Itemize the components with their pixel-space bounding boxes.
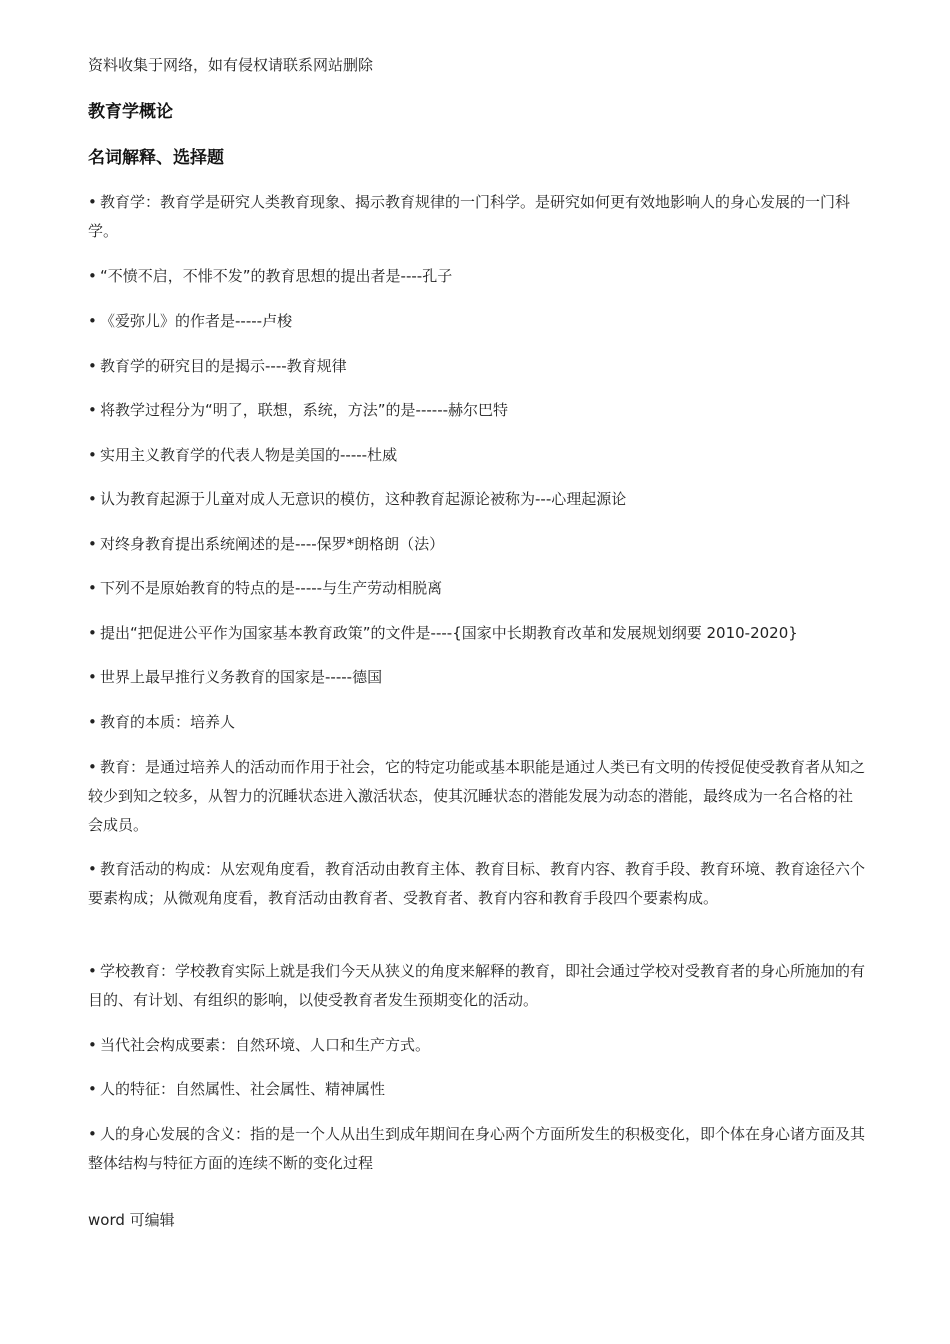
bullet-icon: • xyxy=(88,357,97,375)
list-item xyxy=(88,262,866,291)
bullet-icon: • xyxy=(88,624,97,642)
list-item xyxy=(88,1120,866,1178)
list-item-text: 认为教育起源于儿童对成人无意识的模仿，这种教育起源论被称为---心理起源论 xyxy=(100,490,627,508)
list-item xyxy=(88,855,866,913)
footer-note: word 可编辑 xyxy=(88,1211,175,1229)
bullet-icon: • xyxy=(88,267,97,285)
list-item xyxy=(88,708,866,737)
bullet-icon: • xyxy=(88,668,97,686)
bullet-icon: • xyxy=(88,962,97,980)
bullet-icon: • xyxy=(88,490,97,508)
list-item-text: 教育：是通过培养人的活动而作用于社会，它的特定功能或基本职能是通过人类已有文明的传授促使受教育者从知之较少到知之较多，从智力的沉睡状态进入激活状态，使其沉睡状态的潜能发展为动态的潜能，最终成为一名合格的社会成员。 xyxy=(88,758,866,834)
bullet-icon: • xyxy=(88,758,97,776)
bullet-icon: • xyxy=(88,713,97,731)
list-item xyxy=(88,1075,866,1104)
list-item-text: 人的身心发展的含义：指的是一个人从出生到成年期间在身心两个方面所发生的积极变化，即个体在身心诸方面及其整体结构与特征方面的连续不断的变化过程 xyxy=(88,1125,866,1172)
bullet-icon: • xyxy=(88,401,97,419)
bullet-icon: • xyxy=(88,193,97,211)
list-item-text: 教育活动的构成：从宏观角度看，教育活动由教育主体、教育目标、教育内容、教育手段、教育环境、教育途径六个要素构成；从微观角度看，教育活动由教育者、受教育者、教育内容和教育手段四个要素构成。 xyxy=(88,860,866,907)
header-note: 资料收集于网络，如有侵权请联系网站删除 xyxy=(88,56,374,74)
list-item-text: 当代社会构成要素：自然环境、人口和生产方式。 xyxy=(100,1036,431,1054)
list-item xyxy=(88,574,866,603)
list-item-text: 教育学：教育学是研究人类教育现象、揭示教育规律的一门科学。是研究如何更有效地影响人的身心发展的一门科学。 xyxy=(88,193,851,240)
list-item xyxy=(88,352,866,381)
list-item-text: 学校教育：学校教育实际上就是我们今天从狭义的角度来解释的教育，即社会通过学校对受教育者的身心所施加的有目的、有计划、有组织的影响，以使受教育者发生预期变化的活动。 xyxy=(88,962,866,1009)
list-item-text: 《爱弥儿》的作者是-----卢梭 xyxy=(100,312,293,330)
list-item xyxy=(88,530,866,559)
bullet-icon: • xyxy=(88,1125,97,1143)
list-item xyxy=(88,396,866,425)
list-item-text: 将教学过程分为“明了，联想，系统，方法”的是------赫尔巴特 xyxy=(100,401,509,419)
bullet-icon: • xyxy=(88,579,97,597)
bullet-icon: • xyxy=(88,1080,97,1098)
bullet-icon: • xyxy=(88,312,97,330)
bullet-icon: • xyxy=(88,535,97,553)
list-item-text: 教育学的研究目的是揭示----教育规律 xyxy=(100,357,347,375)
bullet-icon: • xyxy=(88,860,97,878)
list-item-text: 世界上最早推行义务教育的国家是-----德国 xyxy=(100,668,383,686)
list-item-text: 教育的本质：培养人 xyxy=(100,713,236,731)
list-item xyxy=(88,307,866,336)
list-item xyxy=(88,441,866,470)
list-item xyxy=(88,753,866,840)
list-item-text: 人的特征：自然属性、社会属性、精神属性 xyxy=(100,1080,386,1098)
list-item-text: “不愤不启，不悱不发”的教育思想的提出者是----孔子 xyxy=(100,267,453,285)
bullet-icon: • xyxy=(88,1036,97,1054)
list-item xyxy=(88,485,866,514)
list-item xyxy=(88,663,866,692)
document-title: 教育学概论 xyxy=(88,102,173,122)
list-item xyxy=(88,188,866,246)
list-item xyxy=(88,1031,866,1060)
list-item xyxy=(88,957,866,1015)
bullet-icon: • xyxy=(88,446,97,464)
list-item-text: 实用主义教育学的代表人物是美国的-----杜威 xyxy=(100,446,398,464)
section-title: 名词解释、选择题 xyxy=(88,148,224,168)
list-item-text: 下列不是原始教育的特点的是-----与生产劳动相脱离 xyxy=(100,579,443,597)
list-item-text: 对终身教育提出系统阐述的是----保罗*朗格朗（法） xyxy=(100,535,445,553)
list-item xyxy=(88,619,866,648)
list-item-text: 提出“把促进公平作为国家基本教育政策”的文件是----{国家中长期教育改革和发展规划纲要 2010-2020} xyxy=(100,624,798,642)
